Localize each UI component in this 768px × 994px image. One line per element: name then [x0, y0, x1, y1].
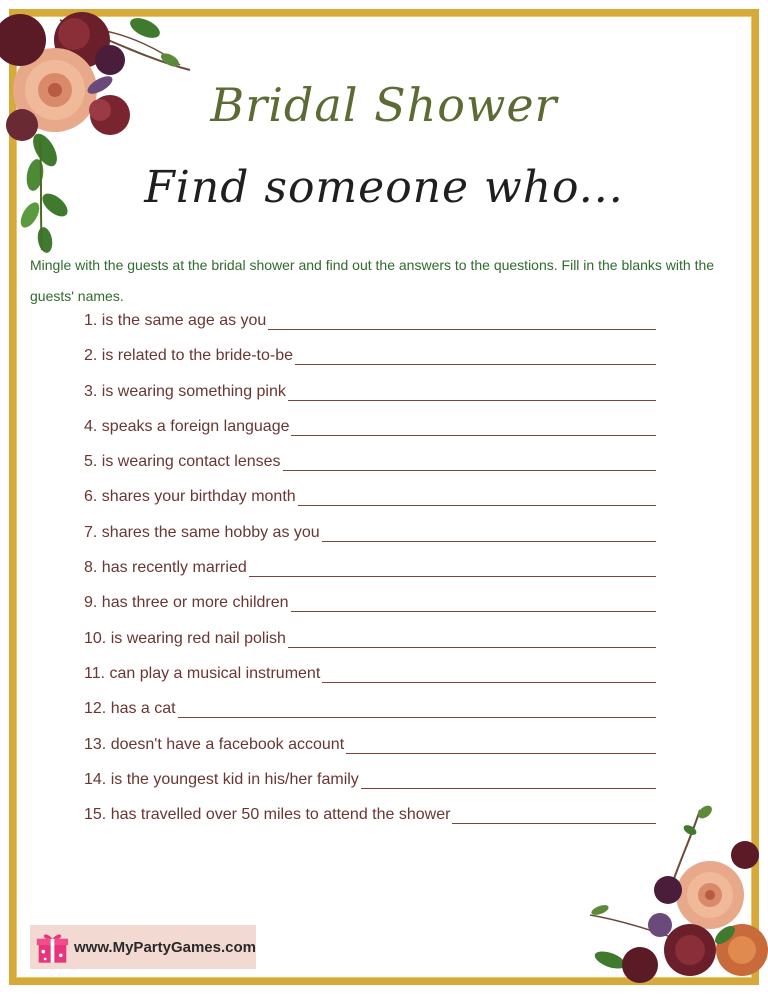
answer-blank[interactable]: [361, 763, 656, 789]
answer-blank[interactable]: [178, 692, 656, 718]
question-text: 11. can play a musical instrument: [84, 664, 321, 682]
list-item: [84, 516, 656, 551]
answer-blank[interactable]: [288, 375, 656, 401]
list-item: [84, 728, 656, 763]
question-text: 4. speaks a foreign language: [84, 417, 290, 435]
list-item: [84, 763, 656, 798]
question-text: 5. is wearing contact lenses: [84, 453, 281, 471]
list-item: [84, 410, 656, 445]
question-text: 8. has recently married: [84, 559, 247, 577]
question-text: 9. has three or more children: [84, 594, 289, 612]
logo-text: www.MyPartyGames.com: [73, 938, 256, 956]
question-text: 14. is the youngest kid in his/her family: [84, 770, 359, 788]
question-list: [84, 304, 656, 833]
question-text: 12. has a cat: [84, 700, 176, 718]
list-item: [84, 445, 656, 480]
answer-blank[interactable]: [295, 339, 656, 365]
answer-blank[interactable]: [298, 480, 656, 506]
answer-blank[interactable]: [291, 410, 656, 436]
answer-blank[interactable]: [288, 622, 656, 648]
question-text: 3. is wearing something pink: [84, 382, 286, 400]
question-text: 2. is related to the bride-to-be: [84, 347, 294, 365]
gift-box-icon: [35, 928, 70, 966]
question-text: 10. is wearing red nail polish: [84, 629, 286, 647]
site-logo[interactable]: [30, 925, 256, 969]
instructions-text: Mingle with the guests at the bridal shower and find out the answers to the questions. Fill in the blanks with the guests' names.: [30, 257, 715, 304]
answer-blank[interactable]: [322, 516, 656, 542]
list-item: [84, 375, 656, 410]
list-item: [84, 339, 656, 374]
question-text: 13. doesn't have a facebook account: [84, 735, 345, 753]
answer-blank[interactable]: [346, 728, 656, 754]
list-item: [84, 480, 656, 515]
list-item: [84, 304, 656, 339]
question-text: 7. shares the same hobby as you: [84, 523, 320, 541]
question-text: 6. shares your birthday month: [84, 488, 296, 506]
list-item: [84, 657, 656, 692]
question-text: 1. is the same age as you: [84, 312, 267, 329]
list-item: [84, 798, 656, 833]
answer-blank[interactable]: [452, 798, 656, 824]
page-title: Bridal Shower: [210, 78, 558, 132]
answer-blank[interactable]: [283, 445, 656, 471]
list-item: [84, 622, 656, 657]
question-text: 15. has travelled over 50 miles to attend the shower: [84, 806, 451, 824]
page-subtitle: Find someone who...: [144, 162, 624, 213]
answer-blank[interactable]: [249, 551, 656, 577]
list-item: [84, 586, 656, 621]
answer-blank[interactable]: [291, 586, 656, 612]
list-item: [84, 551, 656, 586]
answer-blank[interactable]: [268, 304, 656, 330]
answer-blank[interactable]: [322, 657, 656, 683]
list-item: [84, 692, 656, 727]
